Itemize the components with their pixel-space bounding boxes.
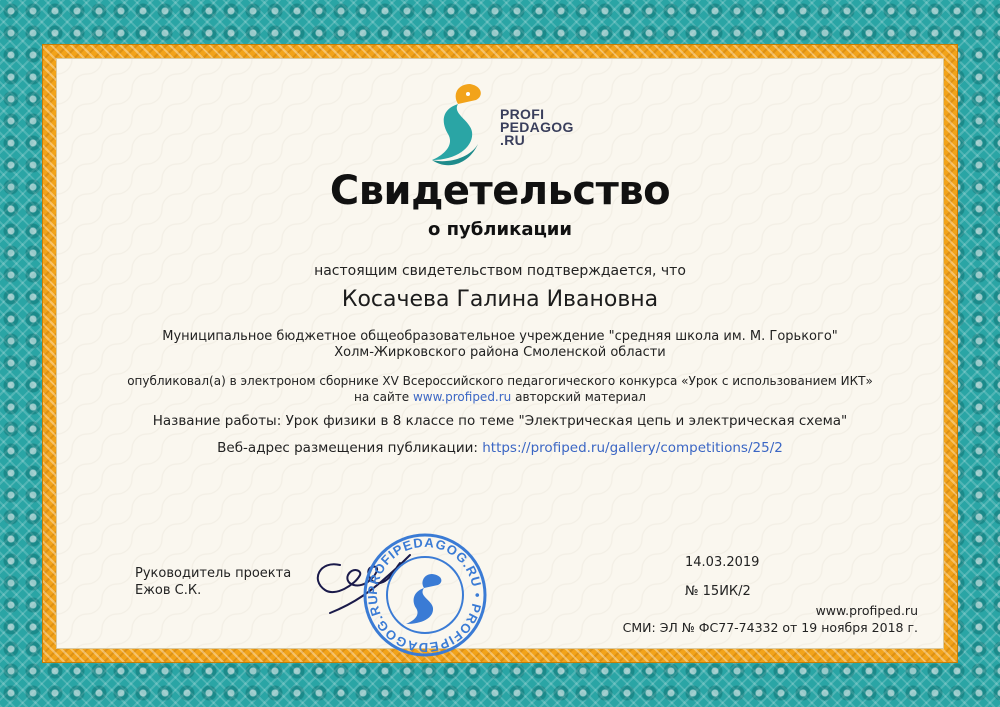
- site-link[interactable]: www.profiped.ru: [412, 390, 512, 404]
- site-suffix: авторский материал: [515, 390, 646, 404]
- work-title: Урок физики в 8 классе по теме "Электрическая цепь и электрическая схема": [285, 413, 848, 429]
- project-head-title: Руководитель проекта: [135, 566, 292, 581]
- project-head: [135, 565, 291, 599]
- pelican-logo-icon: [418, 74, 498, 174]
- work-title-label: Название работы:: [152, 413, 282, 429]
- organization-line-2: Холм-Жирковского района Смоленской области: [334, 345, 666, 360]
- issue-date: 14.03.2019: [685, 555, 760, 570]
- recipient-name: Косачева Галина Ивановна: [341, 287, 659, 312]
- logo-text-line1: PROFI: [500, 106, 545, 122]
- profipedagog-logo: [418, 74, 593, 174]
- work-title-line: [80, 413, 920, 429]
- certificate-number: № 15ИК/2: [685, 584, 751, 599]
- project-head-name: Ежов С.К.: [135, 583, 202, 598]
- confirmation-text: настоящим свидетельством подтверждается, что: [314, 263, 686, 279]
- publication-statement: опубликовал(а) в электроном сборнике XV Всероссийского педагогического конкурса «Урок с использованием ИКТ»: [127, 374, 873, 388]
- web-address-link[interactable]: https://profiped.ru/gallery/competitions/25/2: [482, 440, 783, 456]
- logo-text: [500, 108, 574, 147]
- stamp-text: PROFIPEDAGOG.RU • PROFIPEDAGOG.RU: [364, 534, 486, 656]
- certificate-title: Свидетельство: [329, 168, 671, 214]
- footer-website: www.profiped.ru: [815, 603, 918, 618]
- media-registration: СМИ: ЭЛ № ФС77-74332 от 19 ноября 2018 г.: [622, 620, 918, 635]
- web-address-line: [80, 440, 920, 456]
- web-address-label: Веб-адрес размещения публикации:: [217, 440, 478, 456]
- certificate-subtitle: о публикации: [427, 219, 573, 240]
- logo-text-line3: .RU: [500, 132, 526, 148]
- blue-stamp: [360, 530, 490, 660]
- publication-site-line: [80, 390, 920, 404]
- organization-line-1: Муниципальное бюджетное общеобразовательное учреждение "средняя школа им. М. Горького": [162, 329, 838, 344]
- logo-text-line2: PEDAGOG: [500, 119, 574, 135]
- site-prefix: на сайте: [354, 390, 410, 404]
- stamp-icon: [360, 530, 490, 660]
